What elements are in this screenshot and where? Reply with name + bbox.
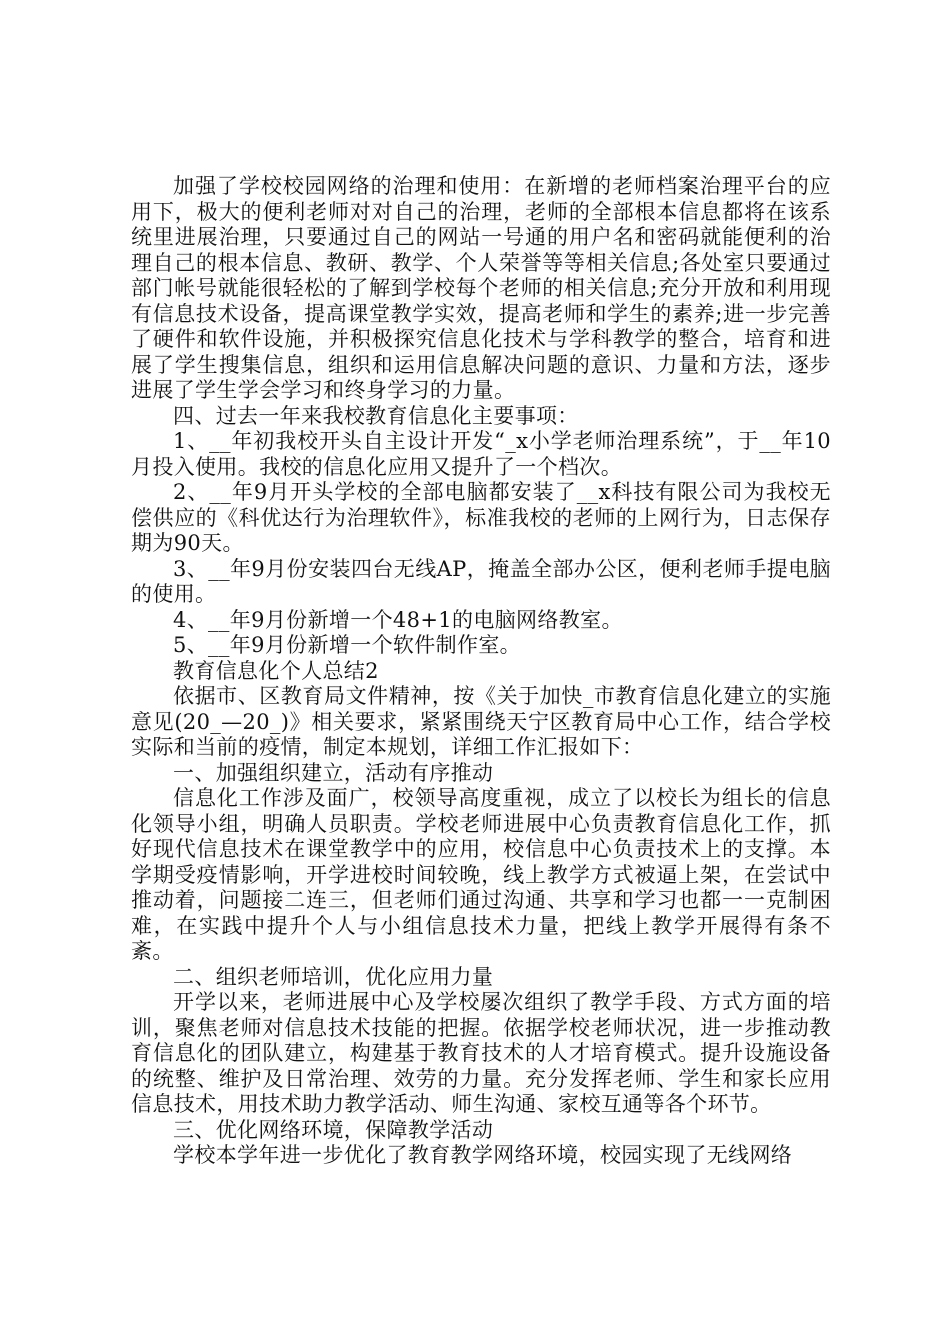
document-body [131, 174, 831, 1169]
paragraph-training: 开学以来，老师进展中心及学校屡次组织了教学手段、方式方面的培训，聚焦老师对信息技术技能的把握。依据学校老师状况，进一步推动教育信息化的团队建立，构建基于教育技术的人才培育模式。提升设施设备的统整、维护及日常治理、效劳的力量。充分发挥老师、学生和家长应用信息技术，用技术助力教学活动、师生沟通、家校互通等各个环节。 [131, 990, 831, 1116]
section-heading-three: 三、优化网络环境，保障教学活动 [173, 1117, 494, 1142]
list-item-3: 3、__年9月份安装四台无线AP，掩盖全部办公区，便利老师手提电脑的使用。 [131, 556, 831, 606]
section-heading-one: 一、加强组织建立，活动有序推动 [173, 760, 494, 785]
summary-title-2: 教育信息化个人总结2 [173, 658, 379, 683]
paragraph-network-environment: 学校本学年进一步优化了教育教学网络环境，校园实现了无线网络 [173, 1143, 793, 1167]
section-heading-four: 四、过去一年来我校教育信息化主要事项： [173, 403, 579, 428]
list-item-1: 1、__年初我校开头自主设计开发“_x小学老师治理系统”，于__年10月投入使用。我校的信息化应用又提升了一个档次。 [131, 429, 831, 479]
paragraph-network-management: 加强了学校校园网络的治理和使用：在新增的老师档案治理平台的应用下，极大的便利老师对对自己的治理，老师的全部根本信息都将在该系统里进展治理，只要通过自己的网站一号通的用户名和密码就能便利的治理自己的根本信息、教研、教学、个人荣誉等等相关信息;各处室只要通过部门帐号就能很轻松的了解到学校每个老师的相关信息;充分开放和利用现有信息技术设备，提高课堂教学实效，提高老师和学生的素养;进一步完善了硬件和软件设施，并积极探究信息化技术与学科教学的整合，培育和进展了学生搜集信息，组织和运用信息解决问题的意识、力量和方法，逐步进展了学生学会学习和终身学习的力量。 [131, 174, 831, 402]
list-item-4: 4、__年9月份新增一个48+1的电脑网络教室。 [173, 607, 623, 632]
paragraph-intro: 依据市、区教育局文件精神，按《关于加快_市教育信息化建立的实施意见(20_—20_)》相关要求，紧紧围绕天宁区教育局中心工作，结合学校实际和当前的疫情，制定本规划，详细工作汇报如下： [131, 684, 831, 759]
paragraph-organization: 信息化工作涉及面广，校领导高度重视，成立了以校长为组长的信息化领导小组，明确人员职责。学校老师进展中心负责教育信息化工作，抓好现代信息技术在课堂教学中的应用，校信息中心负责技术上的支撑。本学期受疫情影响，开学进校时间较晚，线上教学方式被逼上架，在尝试中推动着，问题接二连三，但老师们通过沟通、共享和学习也都一一克制困难，在实践中提升个人与小组信息技术力量，把线上教学开展得有条不紊。 [131, 786, 831, 963]
list-item-2: 2、__年9月开头学校的全部电脑都安装了__x科技有限公司为我校无偿供应的《科优达行为治理软件》，标准我校的老师的上网行为，日志保存期为90天。 [131, 480, 831, 555]
section-heading-two: 二、组织老师培训，优化应用力量 [173, 964, 494, 989]
list-item-5: 5、__年9月份新增一个软件制作室。 [173, 633, 522, 657]
